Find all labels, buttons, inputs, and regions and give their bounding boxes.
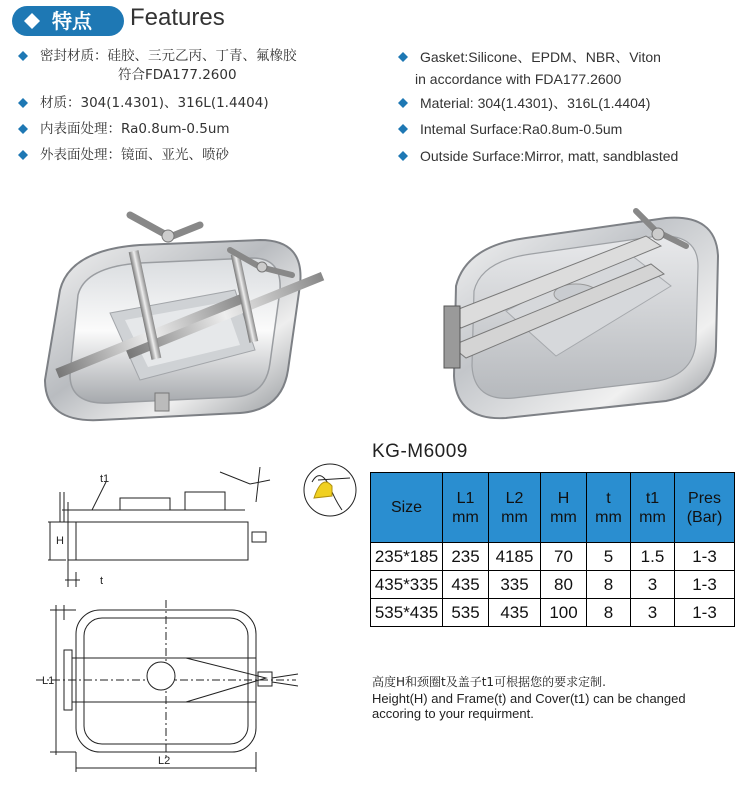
feature-zh-outer-surface	[18, 146, 358, 164]
feature-text: 密封材质：硅胶、三元乙丙、丁青、氟橡胶	[40, 48, 297, 64]
bullet-diamond-icon	[398, 52, 408, 62]
bullet-diamond-icon	[18, 124, 28, 134]
features-title-zh: 特点	[52, 9, 92, 33]
feature-text: 内表面处理：Ra0.8um-0.5um	[40, 121, 230, 137]
cell-t1: 3	[631, 571, 675, 599]
header-l1: L1 mm	[443, 473, 489, 543]
header-t: t mm	[587, 473, 631, 543]
label-l1: L1	[42, 675, 55, 687]
feature-text: Intemal Surface:Ra0.8um-0.5um	[420, 121, 623, 137]
feature-text-cont: 符合FDA177.2600	[118, 67, 237, 83]
cell-t: 5	[587, 543, 631, 571]
bullet-diamond-icon	[398, 98, 408, 108]
bullet-diamond-icon	[398, 151, 408, 161]
cell-pres: 1-3	[675, 543, 735, 571]
cell-l2: 4185	[489, 543, 541, 571]
cell-t: 8	[587, 571, 631, 599]
cell-size: 235*185	[371, 543, 443, 571]
header-pres: Pres (Bar)	[675, 473, 735, 543]
table-header-row	[371, 473, 735, 543]
cell-l2: 435	[489, 599, 541, 627]
header-size: Size	[371, 473, 443, 543]
table-row	[371, 543, 735, 571]
feature-zh-material	[18, 94, 358, 112]
feature-en-inner-surface	[398, 120, 738, 138]
top-view-drawing	[36, 600, 336, 785]
bullet-diamond-icon	[18, 150, 28, 160]
cell-size: 435*335	[371, 571, 443, 599]
cell-pres: 1-3	[675, 571, 735, 599]
feature-en-material	[398, 94, 738, 112]
header-l2: L2 mm	[489, 473, 541, 543]
cell-size: 535*435	[371, 599, 443, 627]
feature-en-gasket	[398, 48, 738, 88]
cell-t: 8	[587, 599, 631, 627]
features-title-en: Features	[130, 4, 225, 31]
bullet-diamond-icon	[18, 98, 28, 108]
cell-pres: 1-3	[675, 599, 735, 627]
manway-photo-front	[30, 195, 330, 427]
header-t1: t1 mm	[631, 473, 675, 543]
note-zh: 高度H和颈圈t及盖子t1可根据您的要求定制.	[372, 675, 606, 689]
label-t: t	[100, 575, 104, 587]
cell-l1: 535	[443, 599, 489, 627]
diamond-icon	[24, 13, 40, 29]
model-number: KG-M6009	[372, 441, 468, 462]
cell-t1: 1.5	[631, 543, 675, 571]
feature-zh-inner-surface	[18, 120, 358, 138]
bullet-diamond-icon	[18, 51, 28, 61]
feature-text: 材质：304(1.4301)、316L(1.4404)	[40, 95, 269, 111]
note-en	[372, 691, 686, 721]
feature-zh-gasket	[18, 47, 358, 87]
cell-h: 80	[541, 571, 587, 599]
feature-text: Gasket:Silicone、EPDM、NBR、Viton	[420, 49, 661, 65]
cell-h: 70	[541, 543, 587, 571]
feature-text: 外表面处理：镜面、亚光、喷砂	[40, 147, 229, 163]
bullet-diamond-icon	[398, 124, 408, 134]
feature-en-outer-surface	[398, 147, 738, 165]
spec-table	[370, 472, 735, 627]
header-h: H mm	[541, 473, 587, 543]
side-view-drawing	[20, 462, 360, 590]
label-l2: L2	[158, 755, 171, 767]
table-row	[371, 571, 735, 599]
cell-l1: 235	[443, 543, 489, 571]
cell-l2: 335	[489, 571, 541, 599]
feature-text-cont: in accordance with FDA177.2600	[415, 71, 622, 87]
table-row	[371, 599, 735, 627]
manway-photo-angled	[436, 206, 728, 424]
note-en-line1: Height(H) and Frame(t) and Cover(t1) can be changed	[372, 691, 686, 706]
note-en-line2: accoring to your requirment.	[372, 706, 534, 721]
feature-text: Material: 304(1.4301)、316L(1.4404)	[420, 95, 651, 111]
label-h: H	[56, 535, 64, 547]
cell-t1: 3	[631, 599, 675, 627]
cell-h: 100	[541, 599, 587, 627]
label-t1: t1	[100, 473, 110, 485]
feature-text: Outside Surface:Mirror, matt, sandblasted	[420, 148, 679, 164]
cell-l1: 435	[443, 571, 489, 599]
